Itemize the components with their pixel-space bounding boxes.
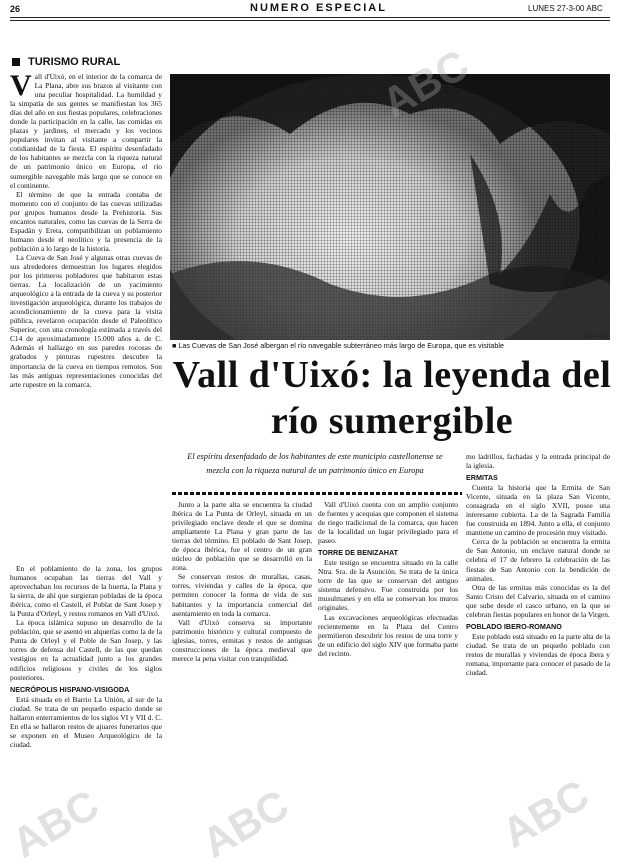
col3-paragraph-1: Junto a la parte alta se encuentra la ciudad ibérica de La Punta de Orleyl, situada en un privilegiado enclave desde el que se domina ampliamente La Plana y gran parte de las tierras del término. El poblado de Sant Josep, de época ibérica, fue el centro de un gran núcleo de población que se desarrolló en la zona. (172, 500, 312, 573)
col5-paragraph-2: Cuenta la historia que la Ermita de San Vicente, situada en la plaza San Vicente, consagrada en el siglo XVII, posee una interesante cubierta. La de la Sagrada Familia fue construida en 1894. Junto a ella, el conjunto mantiene un camino de procesión muy visitado. (466, 483, 610, 538)
watermark: ABC (4, 780, 107, 867)
photo-caption-text: Las Cuevas de San José albergan el río navegable subterráneo más largo de Europa, que es visitable (178, 341, 504, 350)
subhead-divider (172, 492, 462, 495)
issue-date: LUNES 27-3-00 ABC (528, 4, 603, 13)
header-rule (10, 17, 610, 18)
col5-subheading-1: ERMITAS (466, 473, 498, 483)
page-number: 26 (10, 4, 21, 14)
col2-paragraph-2: La época islámica supuso un desarrollo de la población, que se asentó en alquerías como la de la Punta de Orleyl y el Poble de San Josep, y las torres de defensa del Castell, de las que quedan vestigios en la actualidad junto a los grandes edificios religiosos y civiles de los siglos posteriores. (10, 618, 162, 682)
col3-paragraph-3: Vall d'Uixó conserva su importante patrimonio histórico y cultural compuesto de iglesias, torres, ermitas y restos de antiguas construcciones de la época medieval que merece la pena visitar con tranquilidad. (172, 617, 312, 663)
watermark: ABC (374, 40, 477, 127)
article-column-1 (10, 72, 162, 562)
col1-paragraph-2: El término de que la entrada contaba de momento con el conjunto de las cuevas utilizadas por grupos humanos desde la Prehistoria. Sus encantos naturales, como las cuevas de la Serra de Espadán y Ereta, compatibilizan un poblamiento humano desde el neolítico y la presencia de la población a lo largo de la historia. (10, 189, 162, 253)
drop-cap: V (10, 72, 32, 102)
col3-paragraph-2: Se conservan restos de murallas, casas, torres, viviendas y calles de la época, que permiten conocer la forma de vida de sus habitantes y la importancia comercial del asentamiento en toda la comarca. (172, 572, 312, 618)
col5-paragraph-4: Otra de las ermitas más conocidas es la del Santo Cristo del Calvario, situada en el camino que sube desde el casco urbano, en la que se celebran fiestas populares en honor de la Virgen. (466, 582, 610, 619)
col2-subheading: NECRÓPOLIS HISPANO-VISIGODA (10, 684, 130, 694)
photo-credit: Fadel ABC (580, 334, 609, 340)
col5-paragraph-3: Cerca de la población se encuentra la ermita de San Antonio, un enclave natural donde se celebra el 17 de febrero la celebración de las fiestas de San Antonio con la bendición de animales. (466, 537, 610, 583)
headline: Vall d'Uixó: la leyenda del río sumergible (172, 354, 612, 442)
col5-subheading-2: POBLADO IBERO-ROMANO (466, 621, 562, 631)
section-label: TURISMO RURAL (28, 56, 121, 68)
col4-paragraph-3: Las excavaciones arqueológicas efectuadas recientemente en la Plaza del Centro permitieron descubrir los restos de una torre y de un edificio del siglo XIV que formaba parte del recinto. (318, 612, 458, 658)
article-column-4 (318, 500, 458, 856)
watermark: ABC (194, 780, 297, 867)
col1-paragraph-3: La Cueva de San José y algunas otras cuevas de sus alrededores demuestran los lugares elegidos por los primeros pobladores que habitaron estas tierras. La localización de un yacimiento arqueológico a la entrada de la cueva y su posterior investigación arqueológica, durante los trabajos de acondicionamiento de la cueva para la visita pública, revelaron ocupación desde el Paleolítico Superior, con una cronología estimada a través del C14 de aproximadamente 15.000 años a. de C. Además el hallazgo en sus paredes rocosas de grabados y pinturas rupestres descubre la importancia de la cueva en tiempos remotos. Son las más antiguas representaciones conocidas del arte rupestre en la comarca. (10, 252, 162, 389)
section-square-icon (12, 58, 20, 66)
photo-caption: ■ Las Cuevas de San José albergan el río navegable subterráneo más largo de Europa, que es visitable (172, 341, 504, 350)
subheadline: El espíritu desenfadado de los habitantes de este municipio castellonense se mezcla con la riqueza natural de un patrimonio único en Europa (187, 452, 443, 475)
header-rule-thin (10, 20, 610, 21)
col5-paragraph-1: mo ladrillos, fachadas y la entrada principal de la iglesia. (466, 452, 610, 471)
col2-paragraph-3: Está situada en el Barrio La Unión, al sur de la ciudad. Se trata de un pequeño espacio donde se hallaron enterramientos de los siglos VI y VII d. C. En ella se hallaron restos de ajuares funerarios que se exponen en el Museo Arqueológico de la ciudad. (10, 694, 162, 749)
col4-paragraph-2: Este testigo se encuentra situado en la calle Ntra. Sra. de la Asunción. Se trata de la única torre de las que se conservan del antiguo sistema defensivo. Fue construida por los musulmanes y en ella se conservan los muros originales. (318, 558, 458, 613)
section-title: NUMERO ESPECIAL (250, 2, 387, 14)
col4-subheading: TORRE DE BENIZAHAT (318, 548, 398, 558)
col4-paragraph-1: Vall d'Uixó cuenta con un amplio conjunto de fuentes y acequias que componen el sistema de riego tradicional de la comarca, que hacen de la localidad un lugar privilegiado para el paseo. (318, 500, 458, 546)
col2-paragraph-1: En el poblamiento de la zona, los grupos humanos ocupaban las tierras del Vall y aprovechaban los recursos de la huerta, la Plana y la sierra, de ahí que surgieran pobladas de la época ibérica, como el Castell, el Poblat de Sant Josep y la Punta d'Orleyl, y restos romanos en Vall d'Uixó. (10, 564, 162, 619)
col1-paragraph-1: all d'Uixó, en el interior de la comarca de La Plana, abre sus brazos al visitante con una peculiar hospitalidad. La humildad y la simpatía de sus gentes se manifiestan los 365 días del año en sus fiestas populares, celebraciones donde la participación en la calle, las comidas en plazas y jardines, el mercado y los vecinos populares invitan al visitante a compartir la cotidianidad de la fiesta. El espíritu desenfadado de los habitantes se mezcla con la riqueza natural de un patrimonio único en Europa, el río sumergible navegable más largo que se conoce en el continente. (10, 72, 162, 190)
watermark: ABC (494, 770, 597, 857)
col5-paragraph-5: Este poblado está situado en la parte alta de la ciudad. Se trata de un pequeño poblado con restos de murallas y viviendas de época ibera y romana, importante para conocer el pasado de la ciudad. (466, 631, 610, 677)
